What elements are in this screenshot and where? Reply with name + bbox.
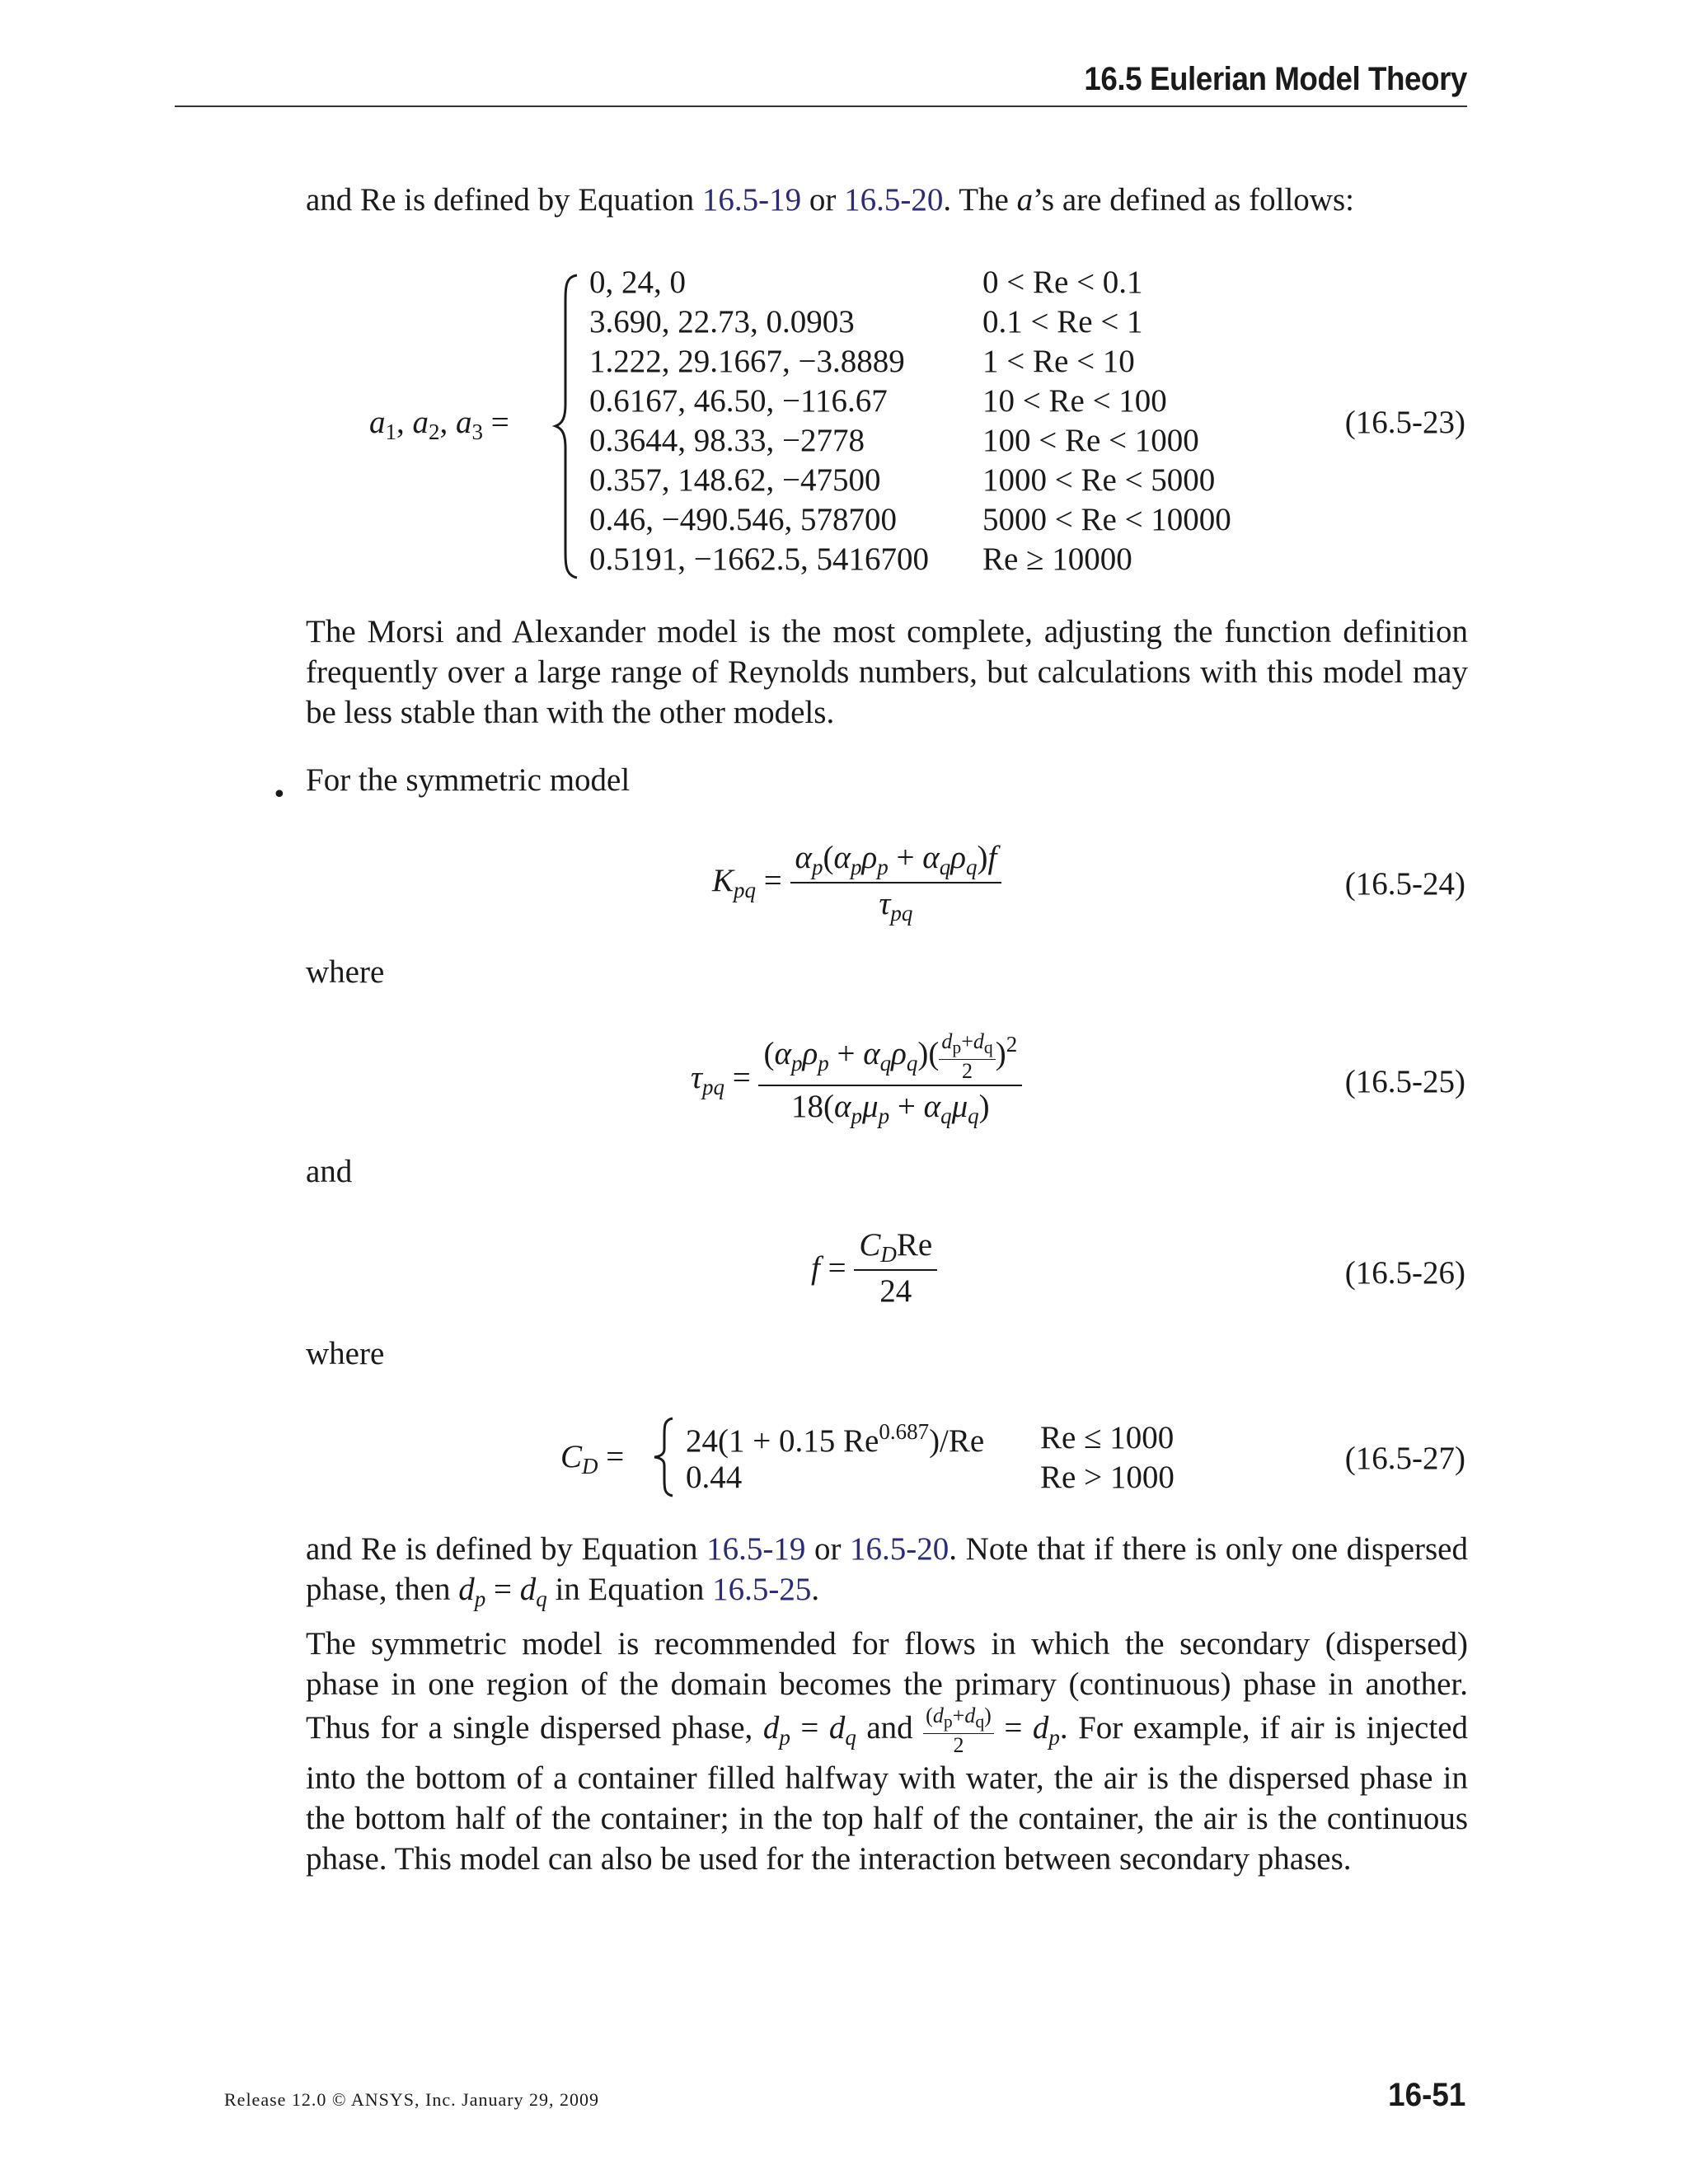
eq23-values-7: 0.5191, −1662.5, 5416700 — [589, 541, 929, 577]
bullet-text: For the symmetric model — [306, 762, 631, 798]
after-eq27-text-or: or — [805, 1531, 851, 1567]
eq24-number: (16.5-24) — [1344, 866, 1465, 902]
eq23-range-6: 5000 < Re < 10000 — [982, 502, 1231, 537]
eq23-range-1: 0.1 < Re < 1 — [982, 304, 1143, 340]
eq24-formula: $K_{pq}$ = $\frac{\alpha_p(\alpha_p\rho_p + \alpha_q\rho_q)f}{\tau_{pq}}$ — [712, 839, 1001, 926]
eq27-row1-value: 24(1 + 0.15 $Re^{0.687})/Re$ — [686, 1419, 985, 1459]
eq23-left-brace — [551, 272, 584, 581]
footer-page-number: 16-51 — [1387, 2077, 1465, 2113]
eq23-number: (16.5-23) — [1344, 405, 1465, 440]
eq23-values-3: 0.6167, 46.50, −116.67 — [589, 383, 888, 419]
eq27-row2-range: Re > 1000 — [1040, 1460, 1175, 1495]
eq27-row1-range: Re ≤ 1000 — [1040, 1420, 1175, 1455]
equation-link-16-5-20[interactable]: 16.5-20 — [844, 182, 944, 218]
where-label-2: where — [306, 1336, 385, 1371]
equation-link-16-5-20-b[interactable]: 16.5-20 — [850, 1531, 950, 1567]
intro-line — [306, 180, 1468, 220]
equation-link-16-5-25[interactable]: 16.5-25 — [712, 1572, 812, 1607]
symmetric-paragraph — [306, 1624, 1468, 1879]
intro-text-b: . The — [943, 182, 1017, 218]
eq23-values-1: 3.690, 22.73, 0.0903 — [589, 304, 855, 340]
eq23-values-4: 0.3644, 98.33, −2778 — [589, 423, 865, 458]
header-rule — [175, 105, 1467, 107]
intro-text-c: ’s are defined as follows: — [1033, 182, 1354, 218]
equation-link-16-5-19[interactable]: 16.5-19 — [701, 182, 802, 218]
eq23-values-2: 1.222, 29.1667, −3.8889 — [589, 344, 905, 379]
eq23-range-5: 1000 < Re < 5000 — [982, 462, 1216, 498]
symmetric-text-and: and — [856, 1710, 924, 1746]
dp-equals-dq-math-2: $d_p = d_q$ — [762, 1710, 856, 1750]
eq25-formula: $\tau_{pq}$ = $(\alpha_p\rho_p + \alpha_q\rho_q)$( $\frac{d_p+d_q}{2}$ )$^2$ $18(\alpha_p\mu_p + \alpha_q\mu_q)$ — [691, 1030, 1022, 1129]
after-eq27-text-c: in Equation — [546, 1572, 713, 1607]
eq27-row2-value: 0.44 — [686, 1460, 743, 1495]
morsi-paragraph: The Morsi and Alexander model is the most complete, adjusting the function definition frequently over a large range of Reynolds numbers, but calculations with this model may be less stable than with the other models. — [306, 614, 1468, 730]
eq23-lhs: $a_1$, $a_2$, $a_3$ = — [369, 405, 509, 444]
intro-text-or: or — [801, 182, 845, 218]
eq23-range-4: 100 < Re < 1000 — [982, 423, 1199, 458]
symmetric-text-b: . For example, if air is injected into the bottom of a container filled halfway with water, the air is the dispersed phase in the bottom half of the container; in the top half of the container, the air is the continuous phase. This model can also be used for the interaction between secondary phases. — [306, 1710, 1469, 1877]
mean-diameter-math: $\frac{(d_p+d_q)}{2}$ = $d_p$ — [923, 1710, 1060, 1746]
eq23-range-0: 0 < Re < 0.1 — [982, 265, 1143, 300]
intro-var-a: a — [1016, 182, 1034, 218]
eq23-values-6: 0.46, −490.546, 578700 — [589, 502, 897, 537]
eq23-range-3: 10 < Re < 100 — [982, 383, 1167, 419]
symmetric-text-a: The symmetric model is recommended for flows in which the secondary (dispersed) phase in one region of the domain becomes the primary (continuous) phase in another. Thus for a single dispersed phase, — [306, 1626, 1468, 1746]
eq27-left-brace — [649, 1416, 679, 1498]
eq25-number: (16.5-25) — [1344, 1064, 1465, 1099]
eq27-number: (16.5-27) — [1344, 1441, 1465, 1476]
after-eq27-text-b: . Note that if there is only one dispersed phase, then — [306, 1531, 1468, 1607]
eq23-range-2: 1 < Re < 10 — [982, 344, 1135, 379]
intro-text-a: and Re is defined by Equation — [306, 182, 702, 218]
eq23-values-0: 0, 24, 0 — [589, 265, 686, 300]
eq23-values-5: 0.357, 148.62, −47500 — [589, 462, 881, 498]
eq26-formula: f = $\frac{C_DRe}{24}$ — [811, 1226, 937, 1310]
footer-release: Release 12.0 © ANSYS, Inc. January 29, 2009 — [224, 2089, 600, 2110]
equation-link-16-5-19-b[interactable]: 16.5-19 — [706, 1531, 806, 1567]
where-label-1: where — [306, 954, 385, 990]
eq26-number: (16.5-26) — [1344, 1255, 1465, 1291]
eq27-lhs: $C_D$ = — [560, 1439, 625, 1479]
after-eq27-text-d: . — [811, 1572, 820, 1607]
and-label-1: and — [306, 1154, 353, 1189]
after-eq27-text-a: and Re is defined by Equation — [306, 1531, 707, 1567]
bullet-symbol: • — [272, 780, 287, 809]
section-header-title: 16.5 Eulerian Model Theory — [1084, 61, 1467, 97]
dp-equals-dq-math: $d_p = d_q$ — [458, 1572, 547, 1611]
eq23-range-7: Re ≥ 10000 — [982, 541, 1132, 577]
after-eq27-paragraph — [306, 1529, 1468, 1619]
